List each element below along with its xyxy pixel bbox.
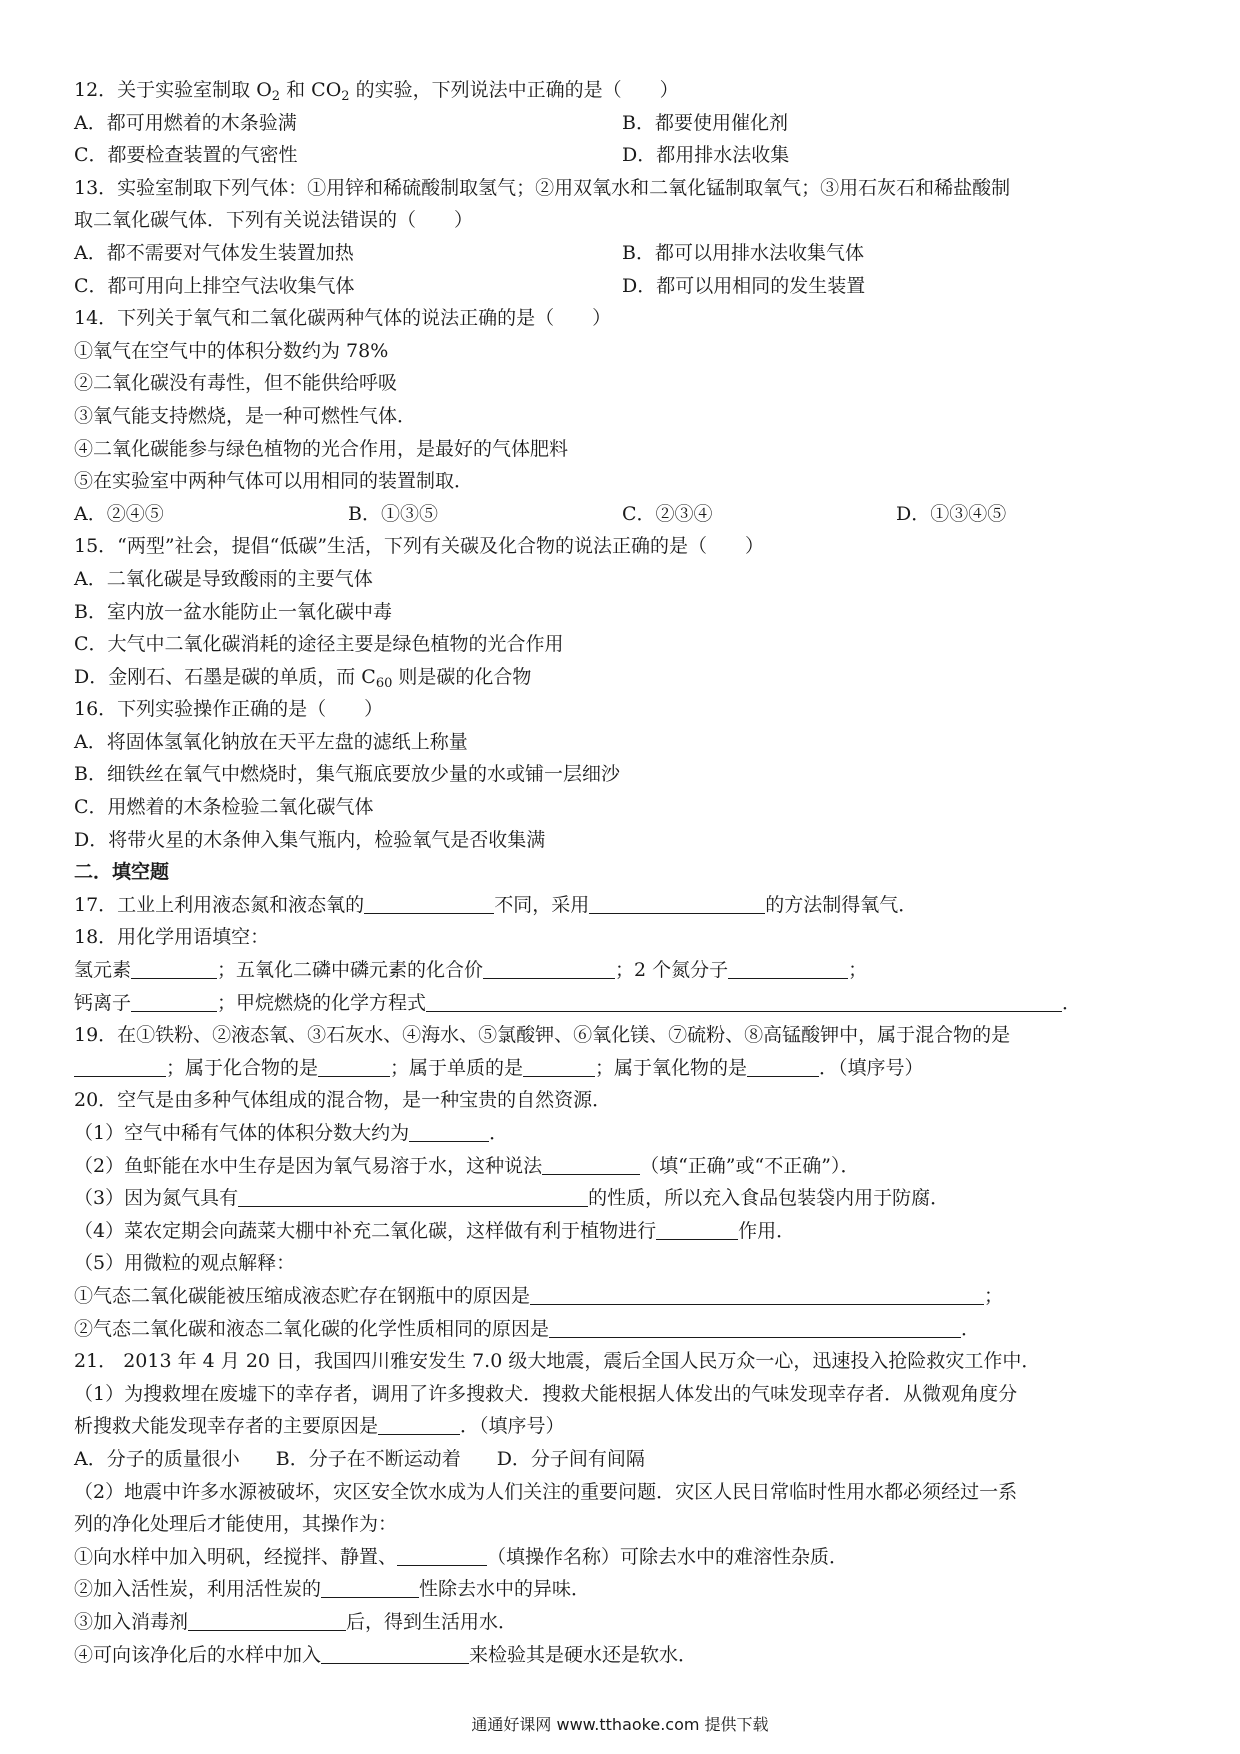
q19-blank-compound[interactable]	[318, 1054, 390, 1077]
q20-s4-blank[interactable]	[656, 1217, 738, 1240]
question-13-stem-line1: 13．实验室制取下列气体：①用锌和稀硫酸制取氢气；②用双氧水和二氧化锰制取氧气；③用石灰石和稀盐酸制	[74, 176, 1011, 199]
q12-subscript-1: 2	[271, 89, 281, 104]
question-13-options-ab	[74, 237, 1174, 270]
q18-text-d: ；	[848, 959, 868, 982]
q20-sub-5: （5）用微粒的观点解释：	[74, 1252, 296, 1275]
q21-step-2-text: ②加入活性炭，利用活性炭的	[74, 1578, 322, 1601]
q16-option-c: C．用燃着的木条检验二氧化碳气体	[74, 796, 374, 819]
q14-statement-1: ①氧气在空气中的体积分数约为 78%	[74, 339, 389, 362]
q20-s5b-blank[interactable]	[549, 1315, 961, 1338]
q14-statement-3: ③氧气能支持燃烧，是一种可燃性气体．	[74, 404, 417, 427]
question-12-stem	[74, 74, 1174, 107]
q20-s5b-end: ．	[961, 1317, 981, 1340]
q21-step-3-text: ③加入消毒剂	[74, 1610, 189, 1633]
q20-s1-end: ．	[489, 1122, 509, 1144]
q12-subscript-2: 2	[341, 89, 350, 104]
exam-page	[74, 74, 1174, 1671]
q21-sub-1-options	[74, 1443, 1174, 1476]
q17-text-b: 不同，采用	[494, 893, 590, 916]
q20-s3-end: 的性质，所以充入食品包装袋内用于防腐．	[588, 1187, 950, 1210]
q20-s5a-end: ；	[984, 1284, 1004, 1307]
q21-step-1-text: ①向水样中加入明矾，经搅拌、静置、	[74, 1545, 398, 1568]
q21-step-2	[74, 1573, 1174, 1606]
q15-option-c: C．大气中二氧化碳消耗的途径主要是绿色植物的光合作用	[74, 633, 564, 656]
q20-sub-5a	[74, 1280, 1174, 1313]
q21-step-4	[74, 1639, 1174, 1672]
question-12-options-ab	[74, 107, 1174, 140]
question-18-stem: 18．用化学用语填空：	[74, 926, 270, 949]
q19-text-d: ．（填序号）	[819, 1056, 924, 1079]
q18-blank-nitrogen[interactable]	[728, 956, 848, 979]
q12-option-c: C．都要检查装置的气密性	[74, 144, 298, 167]
q14-option-c: C．②③④	[622, 502, 713, 525]
q12-option-b: B．都要使用催化剂	[622, 111, 788, 134]
q19-text-b: ；属于单质的是	[390, 1056, 524, 1079]
section-fill-in-heading: 二．填空题	[74, 861, 170, 884]
q16-option-a: A．将固体氢氧化钠放在天平左盘的滤纸上称量	[74, 730, 468, 753]
q19-text-c: ；属于氧化物的是	[595, 1056, 748, 1079]
question-19-stem: 19．在①铁粉、②液态氧、③石灰水、④海水、⑤氯酸钾、⑥氧化镁、⑦硫粉、⑧高锰酸钾中，属于混合物的是	[74, 1024, 1011, 1047]
q18-blank-equation[interactable]	[426, 989, 1062, 1012]
q17-text-a: 17．工业上利用液态氮和液态氧的	[74, 893, 365, 916]
q21-option-d: D．分子间有间隔	[496, 1447, 645, 1470]
q15-option-a: A．二氧化碳是导致酸雨的主要气体	[74, 567, 373, 590]
q21-s1-end: ．（填序号）	[460, 1415, 565, 1438]
q18-text-a: 氢元素	[74, 959, 132, 982]
question-15-stem: 15．“两型”社会，提倡“低碳”生活，下列有关碳及化合物的说法正确的是（ ）	[74, 535, 765, 558]
question-16-stem: 16．下列实验操作正确的是（ ）	[74, 698, 384, 721]
q21-sub-1-line2	[74, 1410, 1174, 1443]
q20-s3-blank[interactable]	[238, 1184, 588, 1207]
q19-text-a: ；属于化合物的是	[166, 1056, 319, 1079]
q20-s2-end: （填“正确”或“不正确”）．	[640, 1154, 860, 1177]
q20-s1-blank[interactable]	[409, 1119, 489, 1142]
q20-s5b-text: ②气态二氧化碳和液态二氧化碳的化学性质相同的原因是	[74, 1317, 550, 1340]
q12-stem-a: 12．关于实验室制取 O	[74, 79, 272, 101]
q18-text-e: 钙离子	[74, 991, 132, 1014]
q12-option-a: A．都可用燃着的木条验满	[74, 111, 297, 134]
q21-option-b: B．分子在不断运动着	[275, 1447, 461, 1470]
question-20-stem: 20．空气是由多种气体组成的混合物，是一种宝贵的自然资源．	[74, 1089, 612, 1112]
q12-stem-b: 和 CO	[280, 79, 342, 101]
q12-option-d: D．都用排水法收集	[622, 144, 790, 167]
question-18-line2	[74, 987, 1174, 1020]
q15-option-b: B．室内放一盆水能防止一氧化碳中毒	[74, 600, 392, 623]
q14-option-b: B．①③⑤	[348, 502, 438, 525]
q21-step-2-end: 性除去水中的异味．	[419, 1578, 591, 1601]
q21-sub-2-line1: （2）地震中许多水源被破坏，灾区安全饮水成为人们关注的重要问题．灾区人民日常临时性用水都必须经过一系	[74, 1480, 1018, 1503]
q17-blank-2[interactable]	[589, 891, 765, 914]
q20-s4-end: 作用．	[738, 1219, 796, 1242]
q20-s1-text: （1）空气中稀有气体的体积分数大约为	[74, 1122, 410, 1144]
q21-step-3	[74, 1606, 1174, 1639]
question-14-stem: 14．下列关于氧气和二氧化碳两种气体的说法正确的是（ ）	[74, 307, 612, 330]
q15-option-d-subscript: 60	[375, 675, 393, 691]
q18-text-g: ．	[1062, 991, 1082, 1014]
q15-option-d-text-a: D．金刚石、石墨是碳的单质，而 C	[74, 665, 376, 688]
q18-blank-valence[interactable]	[483, 956, 615, 979]
q20-s5a-text: ①气态二氧化碳能被压缩成液态贮存在钢瓶中的原因是	[74, 1284, 531, 1307]
q21-option-a: A．分子的质量很小	[74, 1447, 240, 1470]
q18-blank-hydrogen[interactable]	[131, 956, 217, 979]
q13-option-a: A．都不需要对气体发生装置加热	[74, 241, 354, 264]
q14-option-d: D．①③④⑤	[896, 502, 1007, 525]
q19-blank-element[interactable]	[523, 1054, 595, 1077]
q20-sub-3	[74, 1182, 1174, 1215]
q20-s2-blank[interactable]	[542, 1152, 640, 1175]
q20-sub-1	[74, 1117, 1174, 1150]
q20-s5a-blank[interactable]	[530, 1282, 984, 1305]
q20-s4-text: （4）菜农定期会向蔬菜大棚中补充二氧化碳，这样做有利于植物进行	[74, 1219, 657, 1242]
q21-sub-1-line1: （1）为搜救埋在废墟下的幸存者，调用了许多搜救犬．搜救犬能根据人体发出的气味发现幸存者．从微观角度分	[74, 1382, 1018, 1405]
question-21-stem: 21． 2013 年 4 月 20 日，我国四川雅安发生 7.0 级大地震，震后全国人民万众一心，迅速投入抢险救灾工作中．	[74, 1350, 1041, 1373]
question-14-options	[74, 498, 1174, 531]
q13-option-d: D．都可以用相同的发生装置	[622, 274, 866, 297]
q18-text-f: ；甲烷燃烧的化学方程式	[217, 991, 427, 1014]
q15-option-d-text-b: 则是碳的化合物	[392, 665, 532, 688]
q19-blank-oxide[interactable]	[747, 1054, 819, 1077]
q13-option-b: B．都可以用排水法收集气体	[622, 241, 864, 264]
question-18-line1	[74, 954, 1174, 987]
footer-credit: 通通好课网 www.tthaoke.com 提供下载	[471, 1715, 769, 1734]
q17-blank-1[interactable]	[364, 891, 494, 914]
q21-s1-blank[interactable]	[378, 1412, 460, 1435]
q21-step-1-blank[interactable]	[397, 1543, 487, 1566]
question-13-options-cd	[74, 270, 1174, 303]
q12-stem-c: 的实验，下列说法中正确的是（ ）	[349, 79, 679, 101]
q16-option-b: B．细铁丝在氧气中燃烧时，集气瓶底要放少量的水或铺一层细沙	[74, 763, 620, 786]
q20-sub-4	[74, 1215, 1174, 1248]
q18-text-b: ；五氧化二磷中磷元素的化合价	[217, 959, 484, 982]
q14-statement-4: ④二氧化碳能参与绿色植物的光合作用，是最好的气体肥料	[74, 437, 569, 460]
q21-step-4-text: ④可向该净化后的水样中加入	[74, 1643, 322, 1666]
question-17	[74, 889, 1174, 922]
q21-step-4-blank[interactable]	[321, 1641, 469, 1664]
q21-step-4-end: 来检验其是硬水还是软水．	[469, 1643, 698, 1666]
q21-step-1	[74, 1541, 1174, 1574]
q14-option-a: A．②④⑤	[74, 502, 164, 525]
q21-step-3-blank[interactable]	[188, 1608, 346, 1631]
q20-s2-text: （2）鱼虾能在水中生存是因为氧气易溶于水，这种说法	[74, 1154, 543, 1177]
question-13-stem-line2: 取二氧化碳气体．下列有关说法错误的（ ）	[74, 209, 474, 232]
q21-s1-text: 析搜救犬能发现幸存者的主要原因是	[74, 1415, 379, 1438]
question-19-line2	[74, 1052, 1174, 1085]
question-12-options-cd	[74, 139, 1174, 172]
q20-sub-2	[74, 1150, 1174, 1183]
q21-sub-2-line2: 列的净化处理后才能使用，其操作为：	[74, 1513, 398, 1536]
q19-blank-mixture[interactable]	[74, 1054, 166, 1077]
q18-text-c: ；2 个氮分子	[615, 959, 729, 982]
q20-s3-text: （3）因为氮气具有	[74, 1187, 239, 1210]
q17-text-c: 的方法制得氧气．	[765, 893, 918, 916]
q16-option-d: D．将带火星的木条伸入集气瓶内，检验氧气是否收集满	[74, 828, 546, 851]
q18-blank-calcium-ion[interactable]	[131, 989, 217, 1012]
q21-step-1-end: （填操作名称）可除去水中的难溶性杂质．	[487, 1545, 849, 1568]
q20-sub-5b	[74, 1313, 1174, 1346]
q15-option-d	[74, 661, 1174, 694]
q14-statement-2: ②二氧化碳没有毒性，但不能供给呼吸	[74, 372, 398, 395]
q14-statement-5: ⑤在实验室中两种气体可以用相同的装置制取．	[74, 470, 474, 493]
q13-option-c: C．都可用向上排空气法收集气体	[74, 274, 355, 297]
q21-step-2-blank[interactable]	[321, 1575, 419, 1598]
q21-step-3-end: 后，得到生活用水．	[346, 1610, 518, 1633]
